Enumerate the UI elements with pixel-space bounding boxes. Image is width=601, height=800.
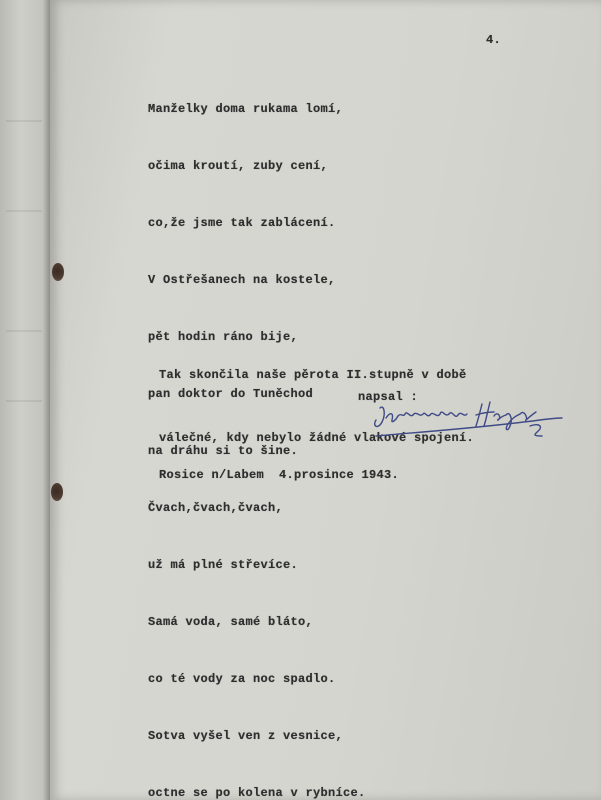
closing-line: Tak skončila naše pěrota II.stupně v době <box>159 368 467 382</box>
faint-bleed-line <box>6 120 42 122</box>
punch-hole-lower <box>51 483 63 501</box>
poem-line: co té vody za noc spadlo. <box>148 672 336 686</box>
faint-bleed-line <box>6 400 42 402</box>
poem-line: Manželky doma rukama lomí, <box>148 102 344 116</box>
page-number: 4. <box>486 33 502 47</box>
previous-page-edge <box>0 0 50 800</box>
handwritten-signature <box>370 396 570 446</box>
poem-line: pět hodin ráno bije, <box>148 330 299 344</box>
faint-bleed-line <box>6 330 42 332</box>
faint-bleed-line <box>6 210 42 212</box>
poem-line: co,že jsme tak zablácení. <box>148 216 336 230</box>
poem-line: pan doktor do Tuněchod <box>148 387 314 401</box>
poem-line: očima kroutí, zuby cení, <box>148 159 329 173</box>
poem-line: Samá voda, samé bláto, <box>148 615 314 629</box>
poem-line: na dráhu si to šine. <box>148 444 299 458</box>
punch-hole-upper <box>52 263 64 281</box>
closing-line: válečné, kdy nebylo žádné vlakové spojení. <box>159 431 475 445</box>
poem-line: už má plné střevíce. <box>148 558 299 572</box>
poem-line: Čvach,čvach,čvach, <box>148 501 284 515</box>
poem-line: octne se po kolena v rybníce. <box>148 786 366 800</box>
poem-line: V Ostřešanech na kostele, <box>148 273 336 287</box>
poem-line: Sotva vyšel ven z vesnice, <box>148 729 344 743</box>
place-and-date: Rosice n/Labem 4.prosince 1943. <box>159 468 400 482</box>
author-label: napsal : <box>358 390 419 404</box>
